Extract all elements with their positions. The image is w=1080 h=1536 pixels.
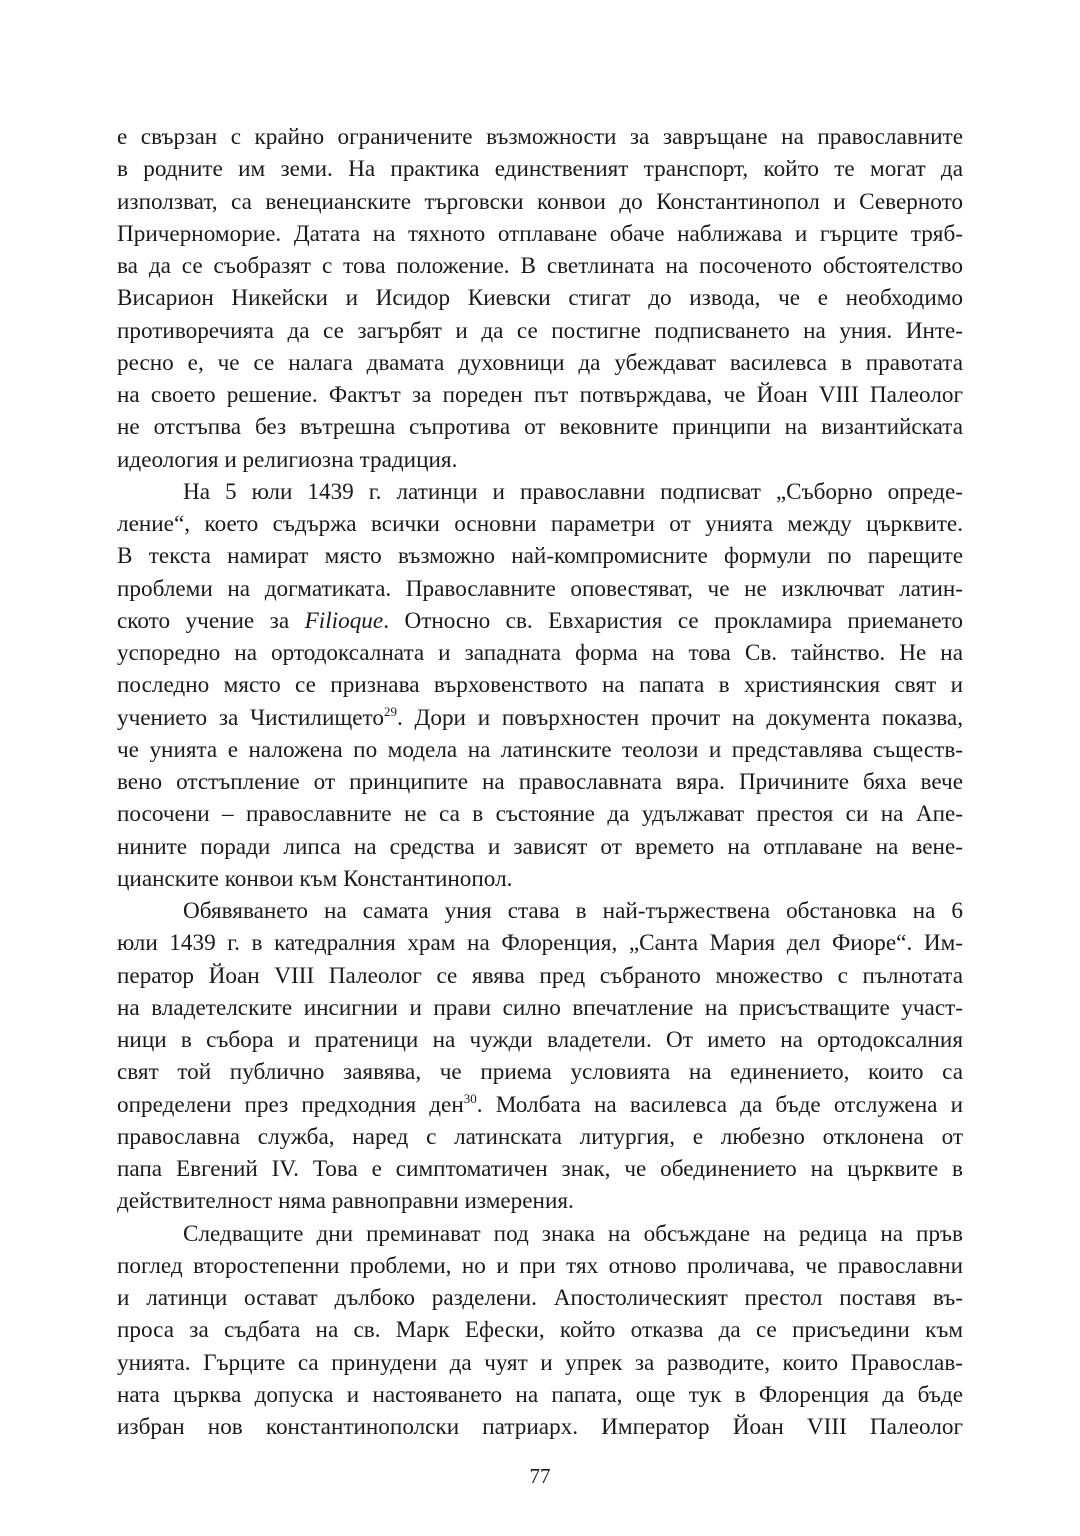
- text-line: последно място се признава върховенството на папата в християнския свят и: [117, 672, 963, 699]
- text-line: избран нов константинополски патриарх. Император Йоан VIII Палеолог: [117, 1414, 963, 1440]
- paragraph-3: [117, 895, 963, 1218]
- footnote-ref-29[interactable]: 29: [383, 703, 397, 719]
- text-line: Причерноморие. Датата на тяхното отплаване обаче наближава и гърците тряб-: [117, 220, 963, 247]
- text-line: на своето решение. Фактът за пореден път потвърждава, че Йоан VIII Палеолог: [117, 382, 963, 408]
- text-line: идеология и религиозна традиция.: [117, 446, 458, 473]
- text-line: папа Евгений IV. Това е симптоматичен знак, че обединението на църквите в: [117, 1156, 963, 1182]
- text-line: ператор Йоан VIII Палеолог се явява пред събраното множество с пълнотата: [117, 962, 963, 989]
- text-line: на владетелските инсигнии и прави силно впечатление на присъстващите участ-: [117, 994, 963, 1021]
- text-run: . Относно св. Евхаристия се прокламира приемането: [383, 607, 963, 634]
- text-run: учението за Чистилището: [117, 704, 384, 731]
- text-line: [117, 605, 963, 637]
- text-line: свят той публично заявява, че приема условията на единението, които са: [117, 1059, 963, 1086]
- text-line: в родните им земи. На практика единственият транспорт, който те могат да: [117, 156, 963, 183]
- text-line: и латинци остават дълбоко разделени. Апостолическият престол поставя въ-: [117, 1285, 963, 1311]
- text-line: не отстъпва без вътрешна съпротива от вековните принципи на византийската: [117, 414, 963, 441]
- text-line: че унията е наложена по модела на латинските теолози и представлява съществ-: [117, 736, 963, 763]
- text-line: цианските конвои към Константинопол.: [117, 865, 513, 892]
- paragraph-2: [117, 476, 963, 895]
- text-line: ната църква допуска и настояването на папата, още тук в Флоренция да бъде: [117, 1381, 963, 1408]
- text-line: посочени – православните не са в състояние да удължават престоя си на Апе-: [117, 801, 963, 828]
- text-line: е свързан с крайно ограничените възможности за завръщане на православните: [117, 124, 963, 150]
- text-line: Висарион Никейски и Исидор Киевски стигат до извода, че е необходимо: [117, 285, 963, 312]
- text-line: проблеми на догматиката. Православните оповестяват, че не изключват латин-: [117, 575, 963, 602]
- text-line: православна служба, наред с латинската литургия, е любезно отклонена от: [117, 1123, 963, 1150]
- text-line: използват, са венецианските търговски конвои до Константинопол и Северното: [117, 188, 963, 215]
- text-line: нините поради липса на средства и зависят от времето на отплаване на вене-: [117, 833, 963, 860]
- text-line: поглед второстепенни проблеми, но и при тях отново проличава, че православни: [117, 1252, 963, 1279]
- footnote-ref-30[interactable]: 30: [463, 1090, 477, 1106]
- text-line: Обявяването на самата уния става в най-тържествена обстановка на 6: [183, 898, 963, 924]
- text-line: вено отстъпление от принципите на православната вяра. Причините бяха вече: [117, 769, 963, 795]
- latin-term-filioque: Filioque: [304, 607, 384, 634]
- text-line: унията. Гърците са принудени да чуят и упрек за разводите, които Православ-: [117, 1349, 963, 1376]
- paragraph-4: [117, 1218, 963, 1444]
- text-line: ресно е, че се налага двамата духовници да убеждават василевса в правотата: [117, 349, 963, 376]
- text-line: ници в събора и пратеници на чужди владетели. От името на ортодоксалния: [117, 1027, 963, 1053]
- paragraph-1: [117, 121, 963, 476]
- text-run: ското учение за: [117, 607, 305, 634]
- text-line: Следващите дни преминават под знака на обсъждане на редица на пръв: [183, 1220, 963, 1247]
- body-text: [117, 121, 963, 1443]
- text-line: юли 1439 г. в катедралния храм на Флоренция, „Санта Мария дел Фиоре“. Им-: [117, 930, 963, 957]
- text-line: На 5 юли 1439 г. латинци и православни подписват „Съборно опреде-: [183, 478, 963, 505]
- text-line: ва да се съобразят с това положение. В светлината на посоченото обстоятелство: [117, 253, 963, 279]
- text-line: [117, 702, 963, 734]
- text-line: В текста намират място възможно най-компромисните формули по парещите: [117, 543, 963, 570]
- text-line: [117, 1089, 963, 1121]
- text-run: . Молбата на василевса да бъде отслужена и: [476, 1091, 963, 1118]
- page-number: 77: [529, 1464, 551, 1488]
- text-line: успоредно на ортодоксалната и западната форма на това Св. тайнство. Не на: [117, 640, 963, 666]
- text-line: противоречията да се загърбят и да се постигне подписването на уния. Инте-: [117, 317, 963, 344]
- text-line: действителност няма равноправни измерения.: [117, 1188, 574, 1215]
- text-run: определени през предходния ден: [117, 1091, 464, 1118]
- text-line: ление“, което съдържа всички основни параметри от унията между църквите.: [117, 511, 963, 537]
- text-line: проса за съдбата на св. Марк Ефески, който отказва да се присъедини към: [117, 1317, 963, 1344]
- text-run: . Дори и повърхностен прочит на документа показва,: [396, 704, 963, 731]
